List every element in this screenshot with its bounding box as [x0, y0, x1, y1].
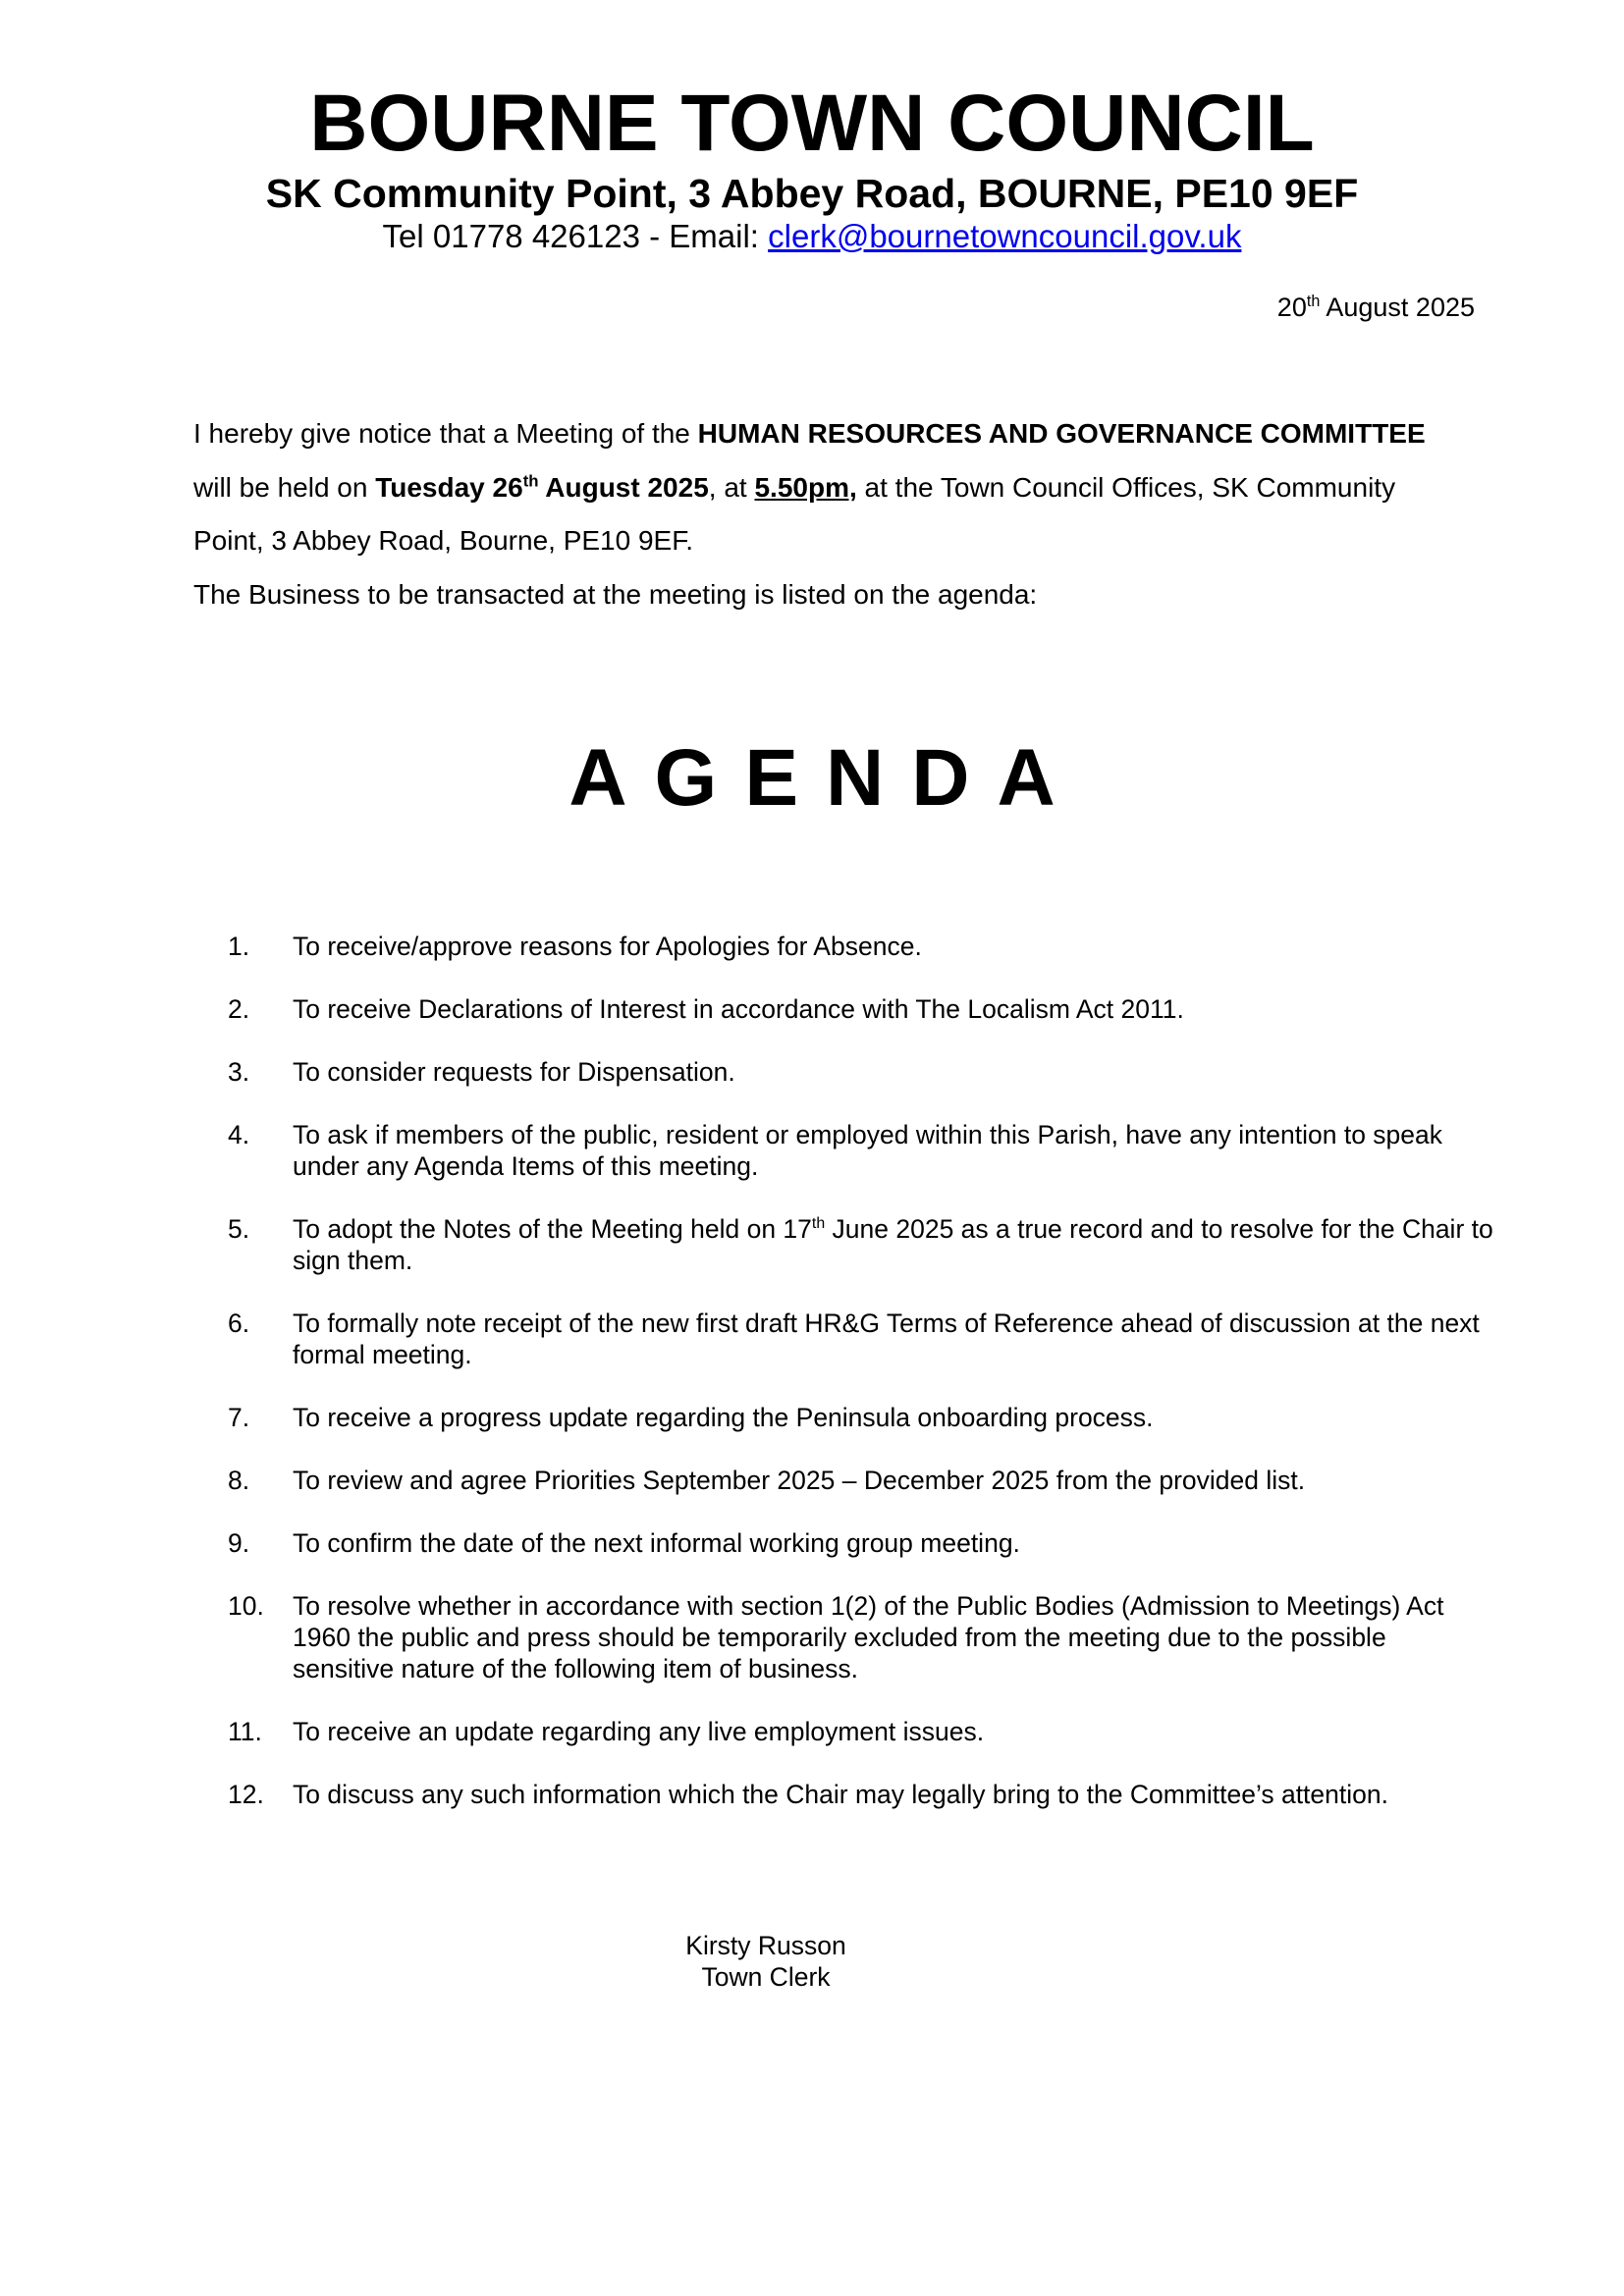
agenda-item-number: 8.	[228, 1466, 250, 1495]
agenda-item-number: 7.	[228, 1403, 250, 1432]
email-link[interactable]: clerk@bournetowncouncil.gov.uk	[768, 218, 1242, 254]
agenda-item-text: To receive a progress update regarding the Peninsula onboarding process.	[293, 1403, 1154, 1432]
agenda-item-number: 10.	[228, 1591, 264, 1621]
council-address: SK Community Point, 3 Abbey Road, BOURNE, PE10 9EF	[265, 171, 1359, 216]
notice-text: will be held on	[193, 471, 376, 503]
agenda-item-number: 5.	[228, 1214, 250, 1244]
agenda-item	[228, 1056, 1494, 1088]
agenda-item-text: To consider requests for Dispensation.	[293, 1057, 735, 1087]
agenda-item-number: 11.	[228, 1717, 262, 1746]
council-name: BOURNE TOWN COUNCIL	[309, 79, 1315, 168]
agenda-item	[228, 1308, 1494, 1370]
agenda-item	[228, 1119, 1494, 1182]
committee-name: HUMAN RESOURCES AND GOVERNANCE COMMITTEE	[697, 418, 1426, 449]
agenda-item-number: 9.	[228, 1528, 250, 1558]
agenda-item-text: To review and agree Priorities September 2025 – December 2025 from the provided list.	[293, 1466, 1306, 1495]
agenda-item	[228, 1590, 1494, 1684]
agenda-item	[228, 1716, 1494, 1747]
signatory-name: Kirsty Russon	[685, 1931, 846, 1960]
agenda-item-number: 12.	[228, 1780, 264, 1809]
agenda-item-text: To receive/approve reasons for Apologies for Absence.	[293, 932, 922, 961]
notice-text: at the Town Council Offices, SK Community Point, 3 Abbey Road, Bourne, PE10 9EF.	[193, 471, 1396, 556]
signature-block	[609, 1930, 923, 1993]
agenda-heading: AGENDA	[568, 733, 1083, 823]
notice-date	[1277, 291, 1475, 324]
agenda-item-number: 4.	[228, 1120, 250, 1149]
date-day: 20	[1276, 293, 1307, 322]
agenda-item-text: To ask if members of the public, resident or employed within this Parish, have any intention to speak under any Agenda Items of this meeting.	[293, 1120, 1443, 1181]
contact-phone: Tel 01778 426123 - Email:	[382, 218, 769, 254]
agenda-item-text: To adopt the Notes of the Meeting held on 17th June 2025 as a true record and to resolve for the Chair to sign them.	[293, 1214, 1493, 1275]
agenda-item-number: 6.	[228, 1308, 250, 1338]
notice-text: I hereby give notice that a Meeting of the	[193, 418, 698, 449]
agenda-item	[228, 931, 1494, 962]
agenda-item-text: To receive Declarations of Interest in accordance with The Localism Act 2011.	[293, 994, 1184, 1024]
agenda-item-text: To resolve whether in accordance with section 1(2) of the Public Bodies (Admission to Meetings) Act 1960 the public and press should be temporarily excluded from the meeting due to the possible sensitive nature of the following item of business.	[293, 1591, 1444, 1683]
agenda-item	[228, 1527, 1494, 1559]
agenda-item	[228, 1213, 1494, 1276]
signatory-title: Town Clerk	[701, 1962, 831, 1992]
notice-text: , at	[708, 471, 755, 503]
meeting-date: Tuesday 26th August 2025	[375, 471, 709, 503]
agenda-item-text: To confirm the date of the next informal working group meeting.	[293, 1528, 1020, 1558]
date-suffix: th	[1306, 293, 1321, 310]
agenda-item	[228, 1779, 1494, 1810]
agenda-item-number: 3.	[228, 1057, 250, 1087]
notice-paragraph	[193, 407, 1450, 568]
agenda-item	[228, 993, 1494, 1025]
council-contact	[0, 216, 1624, 257]
agenda-item	[228, 1465, 1494, 1496]
date-rest: August 2025	[1320, 293, 1475, 322]
agenda-item-text: To formally note receipt of the new first draft HR&G Terms of Reference ahead of discussion at the next formal meeting.	[293, 1308, 1480, 1369]
agenda-item-text: To receive an update regarding any live employment issues.	[293, 1717, 985, 1746]
agenda-list	[228, 931, 1494, 1842]
meeting-notice	[193, 407, 1450, 621]
meeting-time: 5.50pm,	[754, 471, 857, 503]
agenda-item	[228, 1402, 1494, 1433]
agenda-item-text: To discuss any such information which the Chair may legally bring to the Committee’s attention.	[293, 1780, 1388, 1809]
agenda-item-number: 2.	[228, 994, 250, 1024]
business-line: The Business to be transacted at the meeting is listed on the agenda:	[193, 578, 1038, 610]
agenda-item-number: 1.	[228, 932, 250, 961]
